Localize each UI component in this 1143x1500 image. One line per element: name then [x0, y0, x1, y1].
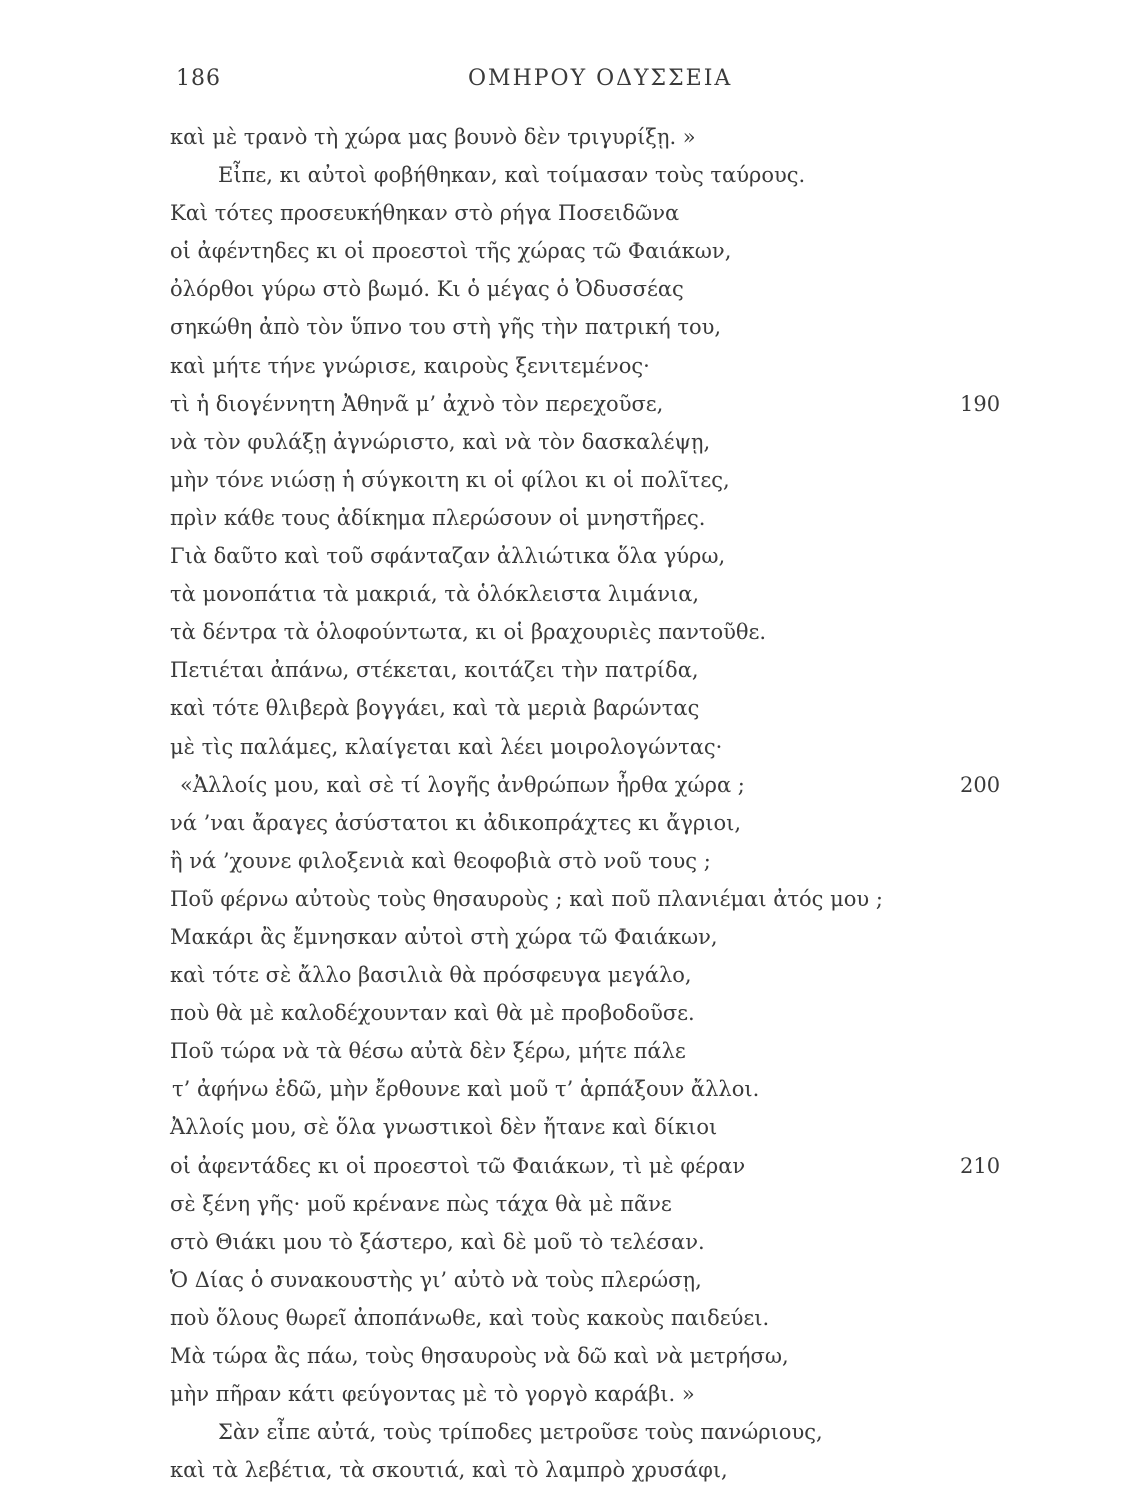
verse-line: σηκώθη ἀπὸ τὸν ὕπνο του στὴ γῆς τὴν πατρική του,: [170, 315, 722, 340]
verse-line: Ποῦ τώρα νὰ τὰ θέσω αὐτὰ δὲν ξέρω, μήτε πάλε: [170, 1039, 686, 1064]
verse-line: στὸ Θιάκι μου τὸ ξάστερο, καὶ δὲ μοῦ τὸ τελέσαν.: [170, 1229, 705, 1254]
verse-line: Ὁ Δίας ὁ συνακουστὴς γι’ αὐτὸ νὰ τοὺς πλερώσῃ,: [170, 1267, 702, 1292]
verse-line: καὶ τότε θλιβερὰ βογγάει, καὶ τὰ μεριὰ βαρώντας: [170, 696, 700, 721]
verse-line: σὲ ξένη γῆς· μοῦ κρένανε πὼς τάχα θὰ μὲ πᾶνε: [170, 1191, 672, 1216]
verse-line: τὰ μονοπάτια τὰ μακριά, τὰ ὁλόκλειστα λιμάνια,: [170, 582, 700, 607]
verse-line: Σὰν εἶπε αὐτά, τοὺς τρίποδες μετροῦσε τοὺς πανώριους,: [218, 1420, 823, 1445]
verse-line: ὀλόρθοι γύρω στὸ βωμό. Κι ὁ μέγας ὁ Ὀδυσσέας: [170, 277, 684, 302]
verse-line: Μὰ τώρα ἂς πάω, τοὺς θησαυροὺς νὰ δῶ καὶ νὰ μετρήσω,: [170, 1344, 789, 1368]
line-number: 200: [960, 772, 1001, 797]
verse-line: οἱ ἀφέντηδες κι οἱ προεστοὶ τῆς χώρας τῶ Φαιάκων,: [170, 239, 732, 264]
verse-line: Μακάρι ἂς ἔμνησκαν αὐτοὶ στὴ χώρα τῶ Φαιάκων,: [170, 924, 718, 949]
verse-line: καὶ τὰ λεβέτια, τὰ σκουτιά, καὶ τὸ λαμπρὸ χρυσάφι,: [170, 1458, 728, 1483]
verse-line: μὴν πῆραν κάτι φεύγοντας μὲ τὸ γοργὸ καράβι. »: [170, 1382, 695, 1407]
verse-line: πρὶν κάθε τους ἀδίκημα πλερώσουν οἱ μνηστῆρες.: [170, 505, 706, 530]
verse-line: «Ἀλλοίς μου, καὶ σὲ τί λογῆς ἀνθρώπων ἦρθα χώρα ; 200: [170, 766, 1000, 804]
verse-line: νὰ τὸν φυλάξῃ ἀγνώριστο, καὶ νὰ τὸν δασκαλέψῃ,: [170, 429, 711, 454]
verse-line: ἢ νά ’χουνε φιλοξενιὰ καὶ θεοφοβιὰ στὸ νοῦ τους ;: [170, 848, 711, 873]
line-number: 190: [960, 391, 1001, 416]
verse-line: Ποῦ φέρνω αὐτοὺς τοὺς θησαυροὺς ; καὶ ποῦ πλανιέμαι ἀτός μου ;: [170, 886, 883, 911]
running-title: ΟΜΗΡΟΥ ΟΔΥΣΣΕΙΑ: [468, 66, 733, 91]
line-number: 210: [960, 1153, 1001, 1178]
verse-line: Ἀλλοίς μου, σὲ ὅλα γνωστικοὶ δὲν ἤτανε καὶ δίκιοι: [170, 1115, 718, 1140]
verse-line: νά ’ναι ἄραγες ἀσύστατοι κι ἀδικοπράχτες κι ἄγριοι,: [170, 810, 742, 835]
verse-line: ποὺ θὰ μὲ καλοδέχουνταν καὶ θὰ μὲ προβοδοῦσε.: [170, 1001, 695, 1026]
page-header: [168, 58, 988, 98]
verse-line: καὶ μήτε τήνε γνώρισε, καιροὺς ξενιτεμένος·: [170, 353, 650, 378]
verse-line: οἱ ἀφεντάδες κι οἱ προεστοὶ τῶ Φαιάκων, τὶ μὲ φέραν 210: [170, 1147, 1000, 1185]
verse-line: Εἶπε, κι αὐτοὶ φοβήθηκαν, καὶ τοίμασαν τοὺς ταύρους.: [218, 163, 806, 188]
verse-line: καὶ μὲ τρανὸ τὴ χώρα μας βουνὸ δὲν τριγυρίξῃ. »: [170, 125, 696, 149]
verse-line: ποὺ ὅλους θωρεῖ ἀποπάνωθε, καὶ τοὺς κακοὺς παιδεύει.: [170, 1305, 770, 1330]
verse-line: τὰ δέντρα τὰ ὁλοφούντωτα, κι οἱ βραχουριὲς παντοῦθε.: [170, 620, 767, 645]
verse-line: μὴν τόνε νιώσῃ ἡ σύγκοιτη κι οἱ φίλοι κι οἱ πολῖτες,: [170, 467, 730, 492]
verse-block: [170, 118, 1000, 1489]
verse-line: καὶ τότε σὲ ἄλλο βασιλιὰ θὰ πρόσφευγα μεγάλο,: [170, 963, 692, 988]
verse-line: Γιὰ δαῦτο καὶ τοῦ σφάνταζαν ἀλλιώτικα ὅλα γύρω,: [170, 544, 726, 569]
verse-line: τὶ ἡ διογέννητη Ἀθηνᾶ μ’ ἀχνὸ τὸν περεχοῦσε, 190: [170, 385, 1000, 423]
verse-line: Πετιέται ἀπάνω, στέκεται, κοιτάζει τὴν πατρίδα,: [170, 658, 699, 683]
verse-line: μὲ τὶς παλάμες, κλαίγεται καὶ λέει μοιρολογώντας·: [170, 734, 723, 759]
verse-line: τ’ ἀφήνω ἐδῶ, μὴν ἔρθουνε καὶ μοῦ τ’ ἁρπάξουν ἄλλοι.: [172, 1077, 760, 1102]
verse-line: Καὶ τότες προσευκήθηκαν στὸ ρήγα Ποσειδῶνα: [170, 201, 680, 226]
page-number: 186: [176, 66, 221, 91]
